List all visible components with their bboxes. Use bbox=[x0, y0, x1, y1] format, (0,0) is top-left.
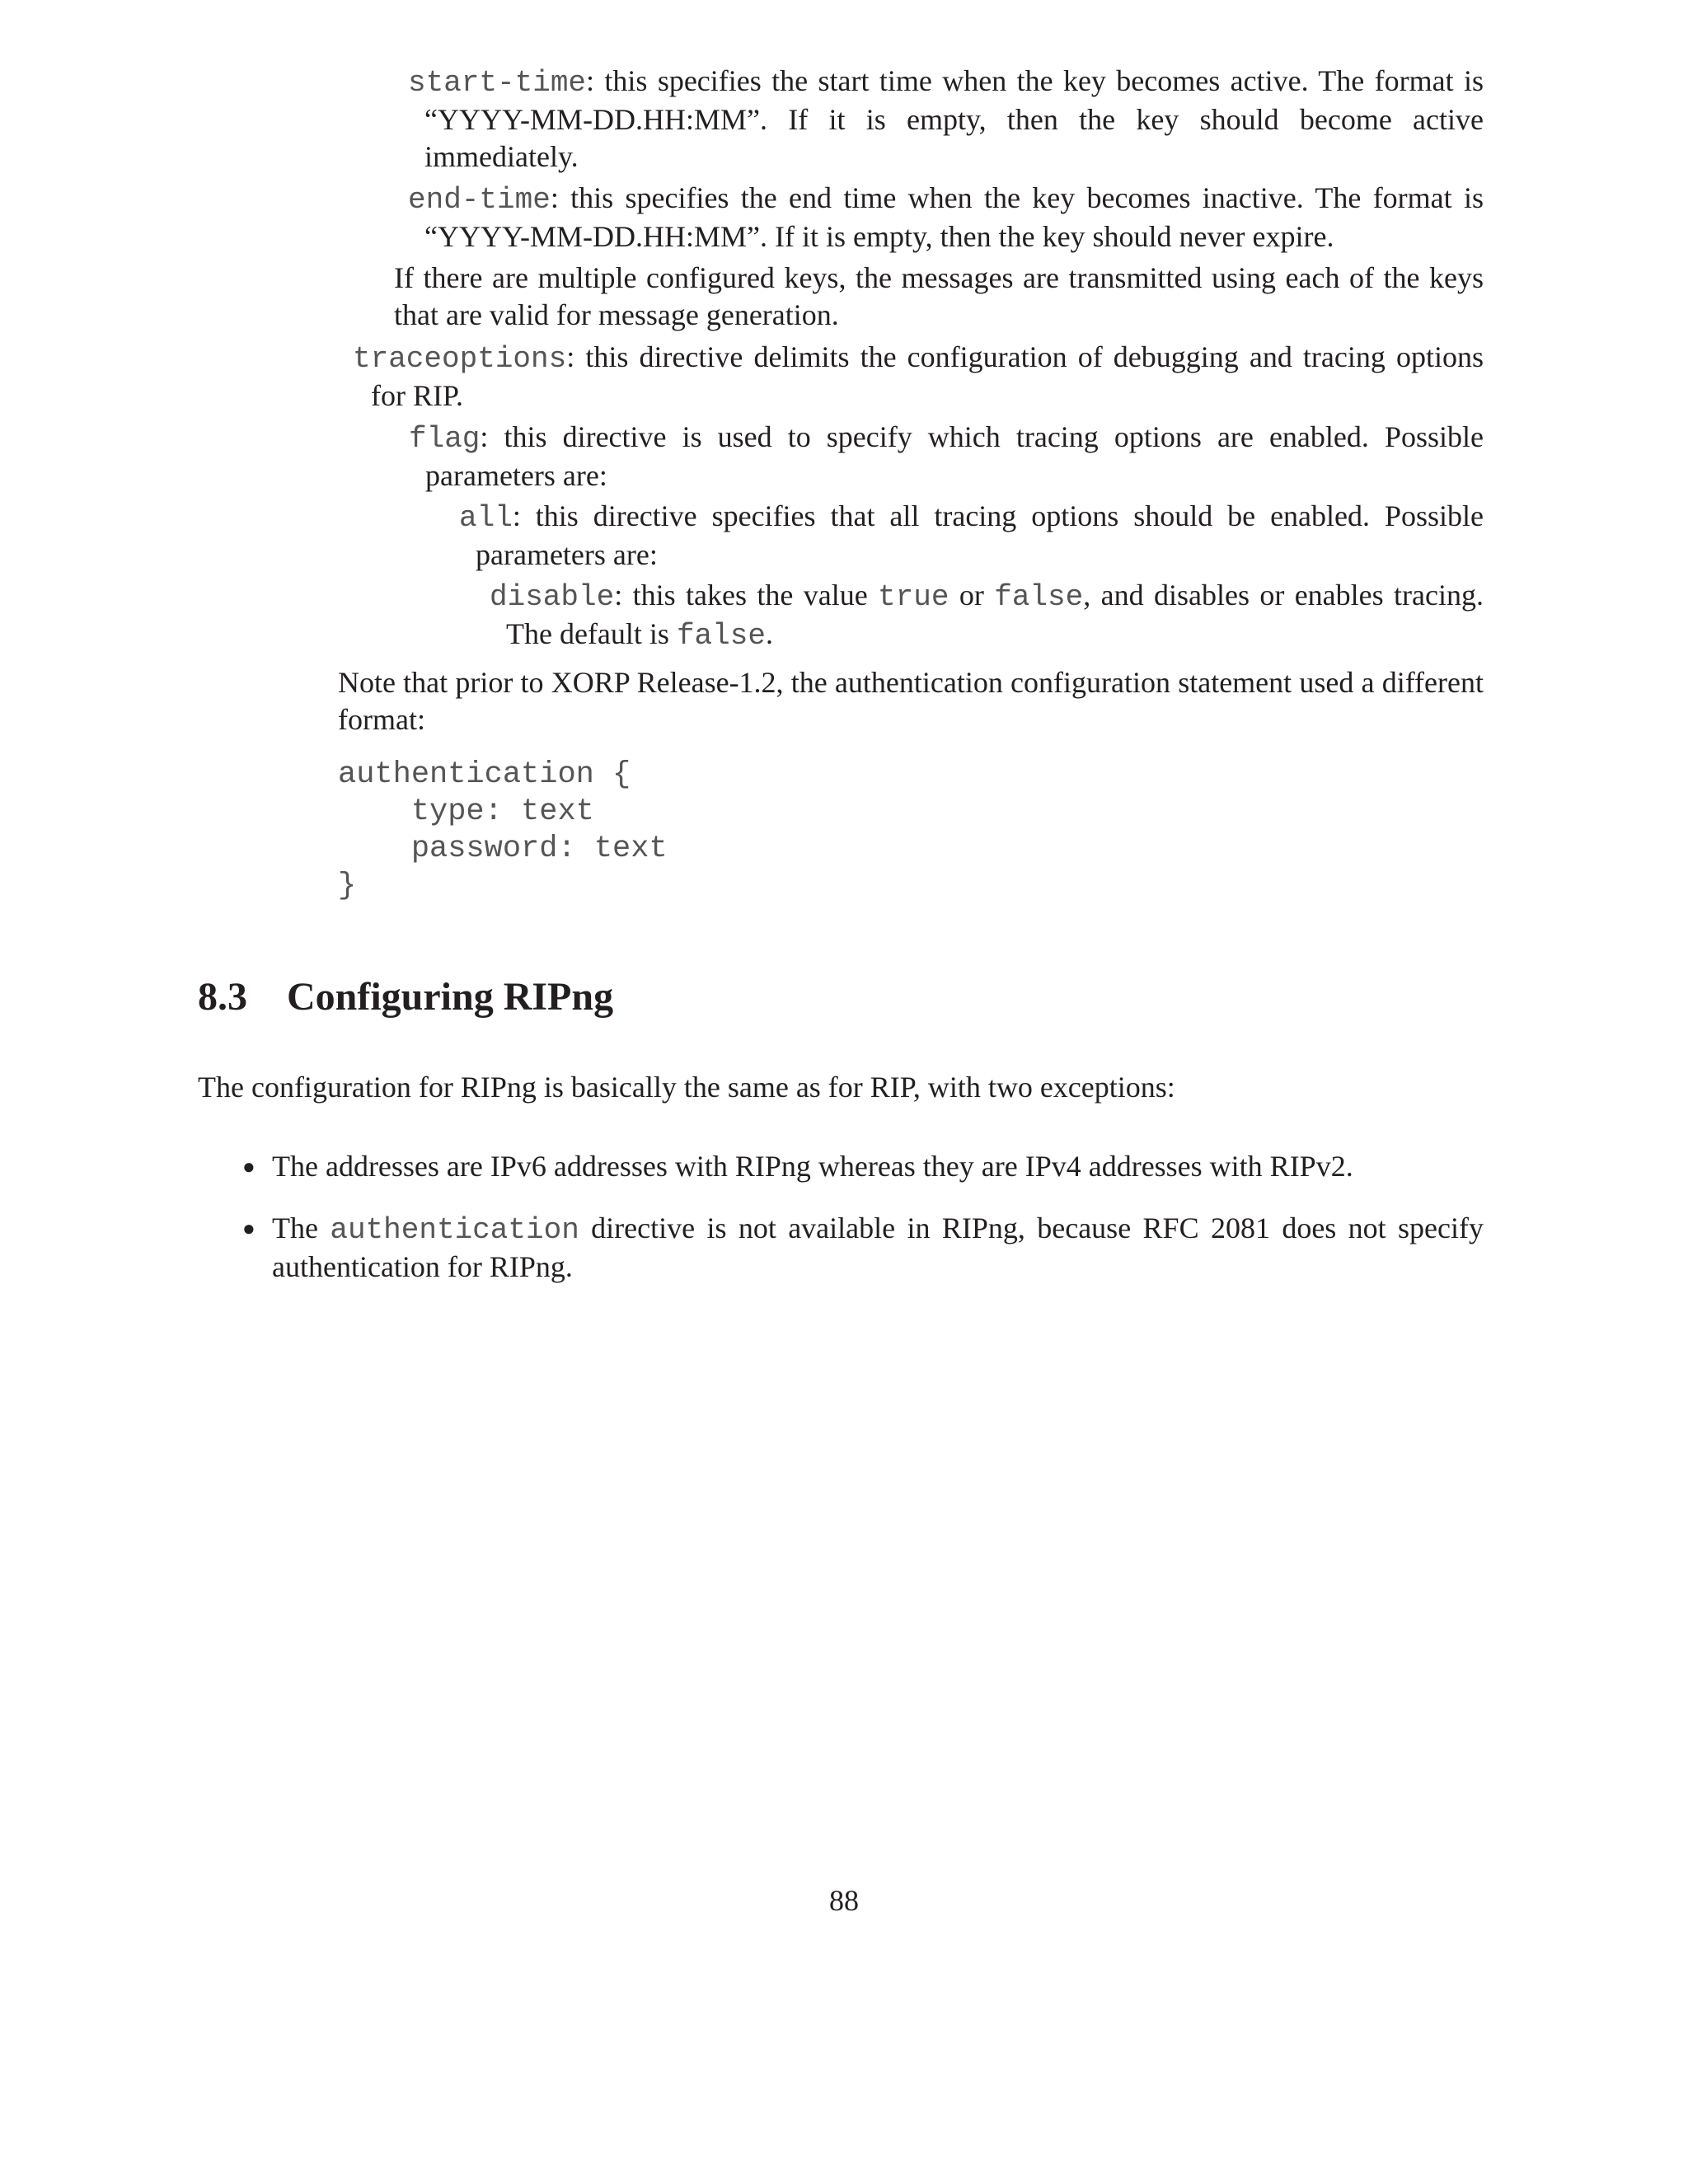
flag-description bbox=[409, 419, 1484, 494]
flag-term: flag bbox=[409, 422, 481, 456]
false-value: false bbox=[994, 580, 1084, 614]
disable-text-c: , and disables or enables tracing. The default is bbox=[506, 579, 1484, 650]
authentication-code-block: authentication { type: text password: text } bbox=[338, 757, 668, 903]
start-time-term: start-time bbox=[408, 66, 587, 100]
traceoptions-term: traceoptions bbox=[353, 342, 567, 376]
disable-text-d: . bbox=[765, 617, 773, 650]
all-term: all bbox=[459, 501, 513, 535]
bullet-item-authentication bbox=[242, 1210, 1484, 1286]
multiple-keys-paragraph: If there are multiple configured keys, the messages are transmitted using each of the keys that are valid for message generation. bbox=[394, 261, 1484, 331]
section-number: 8.3 bbox=[198, 975, 247, 1019]
bullet-text: The addresses are IPv6 addresses with RIPng whereas they are IPv4 addresses with RIPv2. bbox=[272, 1150, 1353, 1183]
bullet-icon: ● bbox=[242, 1155, 256, 1179]
section-title: Configuring RIPng bbox=[287, 975, 614, 1019]
disable-text-b: or bbox=[949, 579, 995, 612]
flag-text: : this directive is used to specify which tracing options are enabled. Possible parameters are: bbox=[425, 420, 1484, 492]
traceoptions-text: : this directive delimits the configuration of debugging and tracing options for RIP. bbox=[371, 340, 1484, 412]
disable-description bbox=[490, 577, 1484, 654]
intro-paragraph: The configuration for RIPng is basically the same as for RIP, with two exceptions: bbox=[198, 1071, 1175, 1104]
start-time-description bbox=[408, 63, 1484, 176]
disable-term: disable bbox=[490, 580, 615, 614]
page-number: 88 bbox=[829, 1884, 859, 1917]
bullet-icon: ● bbox=[242, 1216, 256, 1240]
true-value: true bbox=[878, 580, 950, 614]
bullet-text-pre: The bbox=[272, 1212, 331, 1244]
start-time-text: : this specifies the start time when the key becomes active. The format is “YYYY-MM-DD.HH:MM”. If it is empty, then the key should become active immediately. bbox=[424, 64, 1484, 173]
end-time-term: end-time bbox=[408, 183, 551, 217]
end-time-text: : this specifies the end time when the key becomes inactive. The format is “YYYY-MM-DD.HH:MM”. If it is empty, then the key should never expire. bbox=[424, 181, 1484, 253]
section-heading bbox=[198, 972, 613, 1022]
end-time-description bbox=[408, 180, 1484, 255]
bullet-item-ipv6 bbox=[242, 1148, 1484, 1185]
note-paragraph: Note that prior to XORP Release-1.2, the authentication configuration statement used a different format: bbox=[338, 666, 1484, 736]
all-text: : this directive specifies that all tracing options should be enabled. Possible parameters are: bbox=[476, 499, 1484, 571]
bullet-text-post: directive is not available in RIPng, because RFC 2081 does not specify authentication for RIPng. bbox=[272, 1212, 1484, 1283]
default-value: false bbox=[676, 619, 766, 653]
authentication-term: authentication bbox=[330, 1213, 579, 1247]
all-description bbox=[459, 498, 1484, 574]
traceoptions-description bbox=[353, 339, 1484, 415]
disable-text-a: : this takes the value bbox=[614, 579, 879, 612]
